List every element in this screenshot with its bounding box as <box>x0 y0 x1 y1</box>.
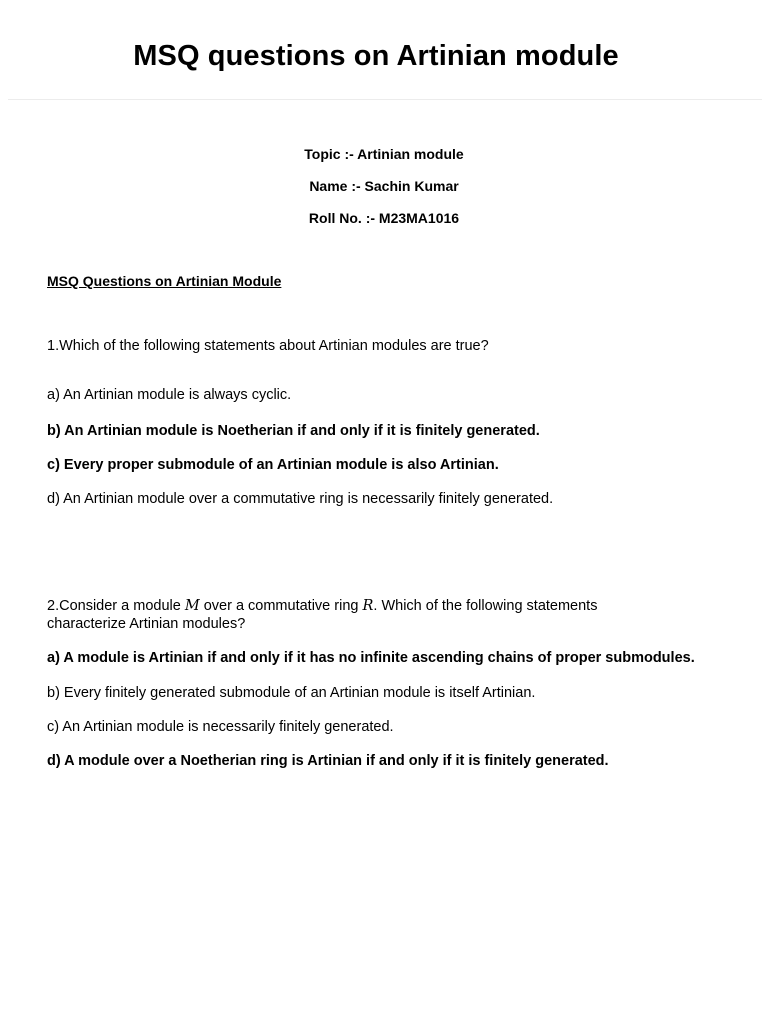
question-2-prompt-part: . Which of the following statements <box>373 598 598 614</box>
question-2-prompt-part: 2.Consider a module <box>47 598 185 614</box>
math-variable-r: R <box>362 598 374 614</box>
section-heading: MSQ Questions on Artinian Module <box>47 273 282 289</box>
name-line: Name :- Sachin Kumar <box>309 178 459 194</box>
question-1-option-a: a) An Artinian module is always cyclic. <box>47 387 292 403</box>
question-1-option-c: c) Every proper submodule of an Artinian module is also Artinian. <box>47 457 499 473</box>
question-2-prompt <box>47 597 728 633</box>
roll-number-line: Roll No. :- M23MA1016 <box>308 210 460 226</box>
question-1-option-b: b) An Artinian module is Noetherian if and only if it is finitely generated. <box>47 423 540 439</box>
question-2-option-b: b) Every finitely generated submodule of an Artinian module is itself Artinian. <box>47 685 536 701</box>
topic-line: Topic :- Artinian module <box>304 146 464 162</box>
question-2-option-a: a) A module is Artinian if and only if it has no infinite ascending chains of proper submodules. <box>47 650 695 666</box>
question-2-option-d: d) A module over a Noetherian ring is Artinian if and only if it is finitely generated. <box>47 753 609 769</box>
question-1-prompt: 1.Which of the following statements about Artinian modules are true? <box>47 338 489 354</box>
question-2-prompt-line-2: characterize Artinian modules? <box>47 616 246 632</box>
question-2-option-c: c) An Artinian module is necessarily finitely generated. <box>47 719 394 735</box>
title-divider <box>8 99 762 100</box>
question-1-option-d: d) An Artinian module over a commutative ring is necessarily finitely generated. <box>47 491 554 507</box>
document-title: MSQ questions on Artinian module <box>133 40 619 72</box>
question-2-prompt-part: over a commutative ring <box>199 598 363 614</box>
math-variable-m: M <box>184 598 200 614</box>
